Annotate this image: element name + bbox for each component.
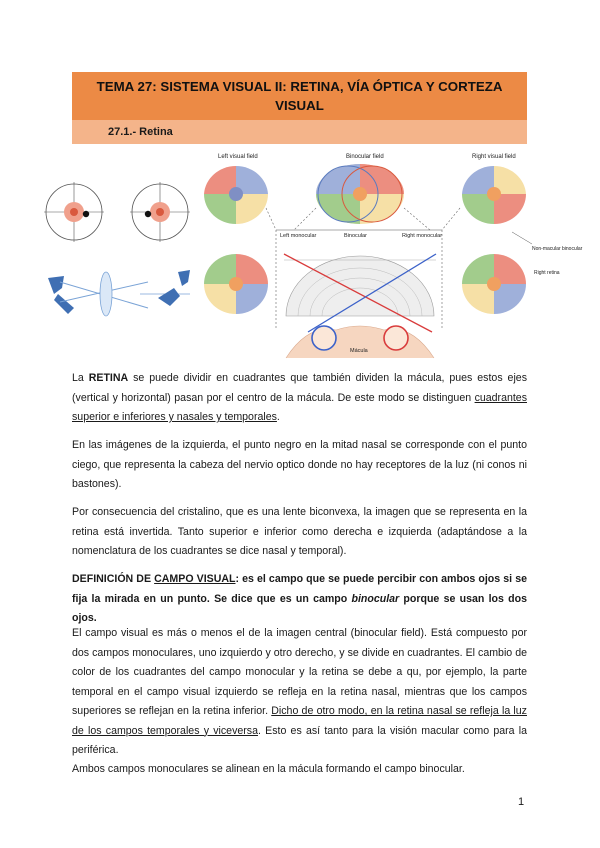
perimetry-chart-right bbox=[130, 182, 190, 242]
label-right-monocular: Right monocular bbox=[402, 233, 443, 239]
binocular-visual-field bbox=[316, 164, 404, 224]
paragraph-retina-quadrants: La RETINA se puede dividir en cuadrantes que también dividen la mácula, pues estos ejes (vertical y horizontal) pasan por el centro de la mácula. De este modo se distinguen cuadrantes superior e inferiores y nasales y temporales. bbox=[72, 372, 527, 423]
label-binocular: Binocular bbox=[344, 233, 367, 239]
paragraph-lens-inversion: Por consecuencia del cristalino, que es una lente biconvexa, la imagen que se representa en la retina está invertida. Tanto superior e inferior como derecha e izquierda (adaptándose a la nomenclatura de los cuadrantes se dice nasal y temporal). bbox=[72, 506, 527, 557]
label-nonmacular: Non-macular binocular bbox=[532, 246, 583, 252]
paragraph-monocular-fields: El campo visual es más o menos el de la imagen central (binocular field). Está compuesto por dos campos monoculares, uno izquierdo y otro derecho, y se divide en cuadrantes. El cambio de color de los cuadrantes del campo monocular y la retina se debe a qu, por ejemplo, la parte temporal en el campo visual izquierdo se refleja en la retina nasal, mientras que los campos superiores se reflejan en la retina inferior. Dicho de otro modo, en la retina nasal se refleja la luz de los campos temporales y viceversa. Esto es así tanto para la visión macular como para la periférica. bbox=[72, 627, 527, 756]
right-retina bbox=[462, 254, 526, 314]
paragraph-binocular-alignment: Ambos campos monoculares se alinean en la mácula formando el campo binocular. bbox=[72, 763, 465, 775]
lens-inversion-diagram bbox=[48, 270, 190, 316]
label-right-field: Right visual field bbox=[472, 154, 516, 160]
label-macula: Mácula bbox=[350, 348, 368, 354]
label-left-field: Left visual field bbox=[218, 154, 258, 160]
right-visual-field bbox=[462, 166, 526, 224]
paragraph-visual-field-definition: DEFINICIÓN DE CAMPO VISUAL: es el campo que se puede percibir con ambos ojos si se fija la mirada en un punto. Se dice que es un campo binocular porque se usan los dos ojos. bbox=[72, 573, 527, 624]
page-number: 1 bbox=[518, 796, 525, 808]
perimetry-chart-left bbox=[44, 182, 104, 242]
section-heading: 27.1.- Retina bbox=[72, 120, 527, 144]
label-binocular-field: Binocular field bbox=[346, 154, 384, 160]
retina-figure bbox=[40, 148, 583, 363]
left-retina bbox=[204, 254, 268, 314]
left-visual-field bbox=[204, 166, 268, 224]
label-left-monocular: Left monocular bbox=[280, 233, 317, 239]
label-right-retina: Right retina bbox=[534, 270, 560, 276]
page-title: TEMA 27: SISTEMA VISUAL II: RETINA, VÍA ÓPTICA Y CORTEZA VISUAL bbox=[72, 72, 527, 120]
binocular-dome bbox=[284, 256, 436, 316]
paragraph-blind-spot: En las imágenes de la izquierda, el punto negro en la mitad nasal se corresponde con el punto ciego, que representa la cabeza del nervio optico donde no hay receptores de la luz (ni conos ni bastones). bbox=[72, 439, 527, 490]
